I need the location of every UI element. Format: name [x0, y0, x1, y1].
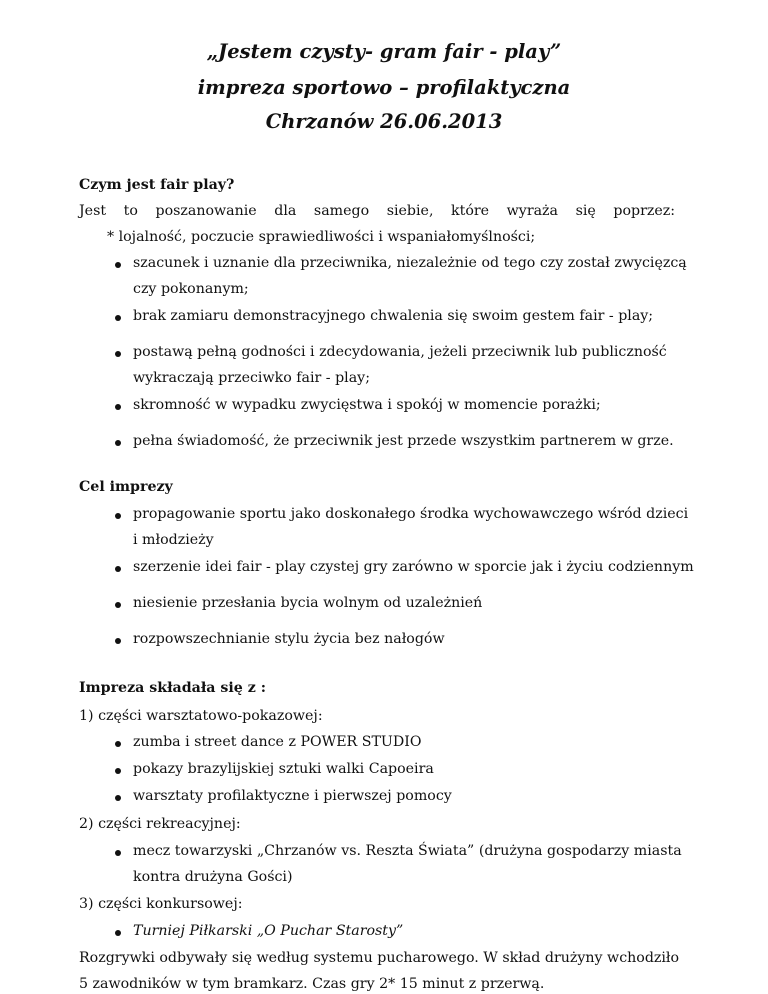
list-item: mecz towarzyski „Chrzanów vs. Reszta Świata” (drużyna gospodarzy miasta [133, 843, 682, 859]
intro-word: poszanowanie [155, 203, 257, 219]
intro-word: Jest [79, 203, 107, 219]
list-item: skromność w wypadku zwycięstwa i spokój w momencie porażki; [133, 397, 601, 413]
bullet-dot [115, 513, 121, 519]
intro-word: poprzez: [613, 203, 675, 219]
bullet-dot [115, 850, 121, 856]
list-item-continuation: i młodzieży [133, 532, 214, 548]
bullet-dot [115, 795, 121, 801]
intro-word: dla [274, 203, 297, 219]
bullet-dot [115, 351, 121, 357]
part-label: 1) części warsztatowo-pokazowej: [79, 708, 323, 724]
closing-line: Rozgrywki odbywały się według systemu pucharowego. W skład drużyny wchodziło [79, 950, 680, 966]
title-line-1: „Jestem czysty- gram fair - play” [206, 40, 562, 63]
section-heading-event: Impreza składała się z : [79, 680, 267, 696]
bullet-dot [115, 440, 121, 446]
bullet-dot [115, 768, 121, 774]
bullet-dot [115, 930, 121, 936]
list-item: Turniej Piłkarski „O Puchar Starosty” [133, 923, 404, 939]
list-item: szerzenie idei fair - play czystej gry zarówno w sporcie jak i życiu codziennym [133, 559, 694, 575]
list-item: warsztaty profilaktyczne i pierwszej pomocy [133, 788, 452, 804]
bullet-dot [115, 566, 121, 572]
intro-line [79, 203, 675, 219]
bullet-dot [115, 315, 121, 321]
part-label: 2) części rekreacyjnej: [79, 816, 241, 832]
list-item-continuation: kontra drużyna Gości) [133, 869, 293, 885]
list-item: brak zamiaru demonstracyjnego chwalenia się swoim gestem fair - play; [133, 308, 654, 324]
title-line-3: Chrzanów 26.06.2013 [265, 110, 503, 133]
bullet-dot [115, 602, 121, 608]
section-heading-fair-play: Czym jest fair play? [79, 177, 235, 193]
bullet-dot [115, 638, 121, 644]
intro-word: wyraża [506, 203, 558, 219]
part-label: 3) części konkursowej: [79, 896, 243, 912]
title-line-2: impreza sportowo – profilaktyczna [197, 76, 571, 99]
intro-word: się [575, 203, 596, 219]
intro-word: które [451, 203, 490, 219]
bullet-dot [115, 262, 121, 268]
list-item: szacunek i uznanie dla przeciwnika, niezależnie od tego czy został zwycięzcą [133, 255, 687, 271]
intro-word: samego [313, 203, 370, 219]
intro-word: siebie, [386, 203, 434, 219]
list-item: rozpowszechnianie stylu życia bez nałogów [133, 631, 445, 647]
list-item: propagowanie sportu jako doskonałego środka wychowawczego wśród dzieci [133, 506, 689, 522]
bullet-dot [115, 404, 121, 410]
list-item: zumba i street dance z POWER STUDIO [133, 734, 422, 750]
list-item: pokazy brazylijskiej sztuki walki Capoeira [133, 761, 434, 777]
list-item-continuation: czy pokonanym; [133, 281, 249, 297]
list-item: postawą pełną godności i zdecydowania, jeżeli przeciwnik lub publiczność [133, 344, 667, 360]
bullet-dot [115, 741, 121, 747]
star-item: * lojalność, poczucie sprawiedliwości i wspaniałomyślności; [107, 229, 536, 245]
intro-word: to [123, 203, 138, 219]
closing-line: 5 zawodników w tym bramkarz. Czas gry 2* 15 minut z przerwą. [79, 976, 545, 992]
section-heading-goal: Cel imprezy [79, 479, 173, 495]
list-item: pełna świadomość, że przeciwnik jest przede wszystkim partnerem w grze. [133, 433, 674, 449]
list-item-continuation: wykraczają przeciwko fair - play; [133, 370, 370, 386]
list-item: niesienie przesłania bycia wolnym od uzależnień [133, 595, 483, 611]
